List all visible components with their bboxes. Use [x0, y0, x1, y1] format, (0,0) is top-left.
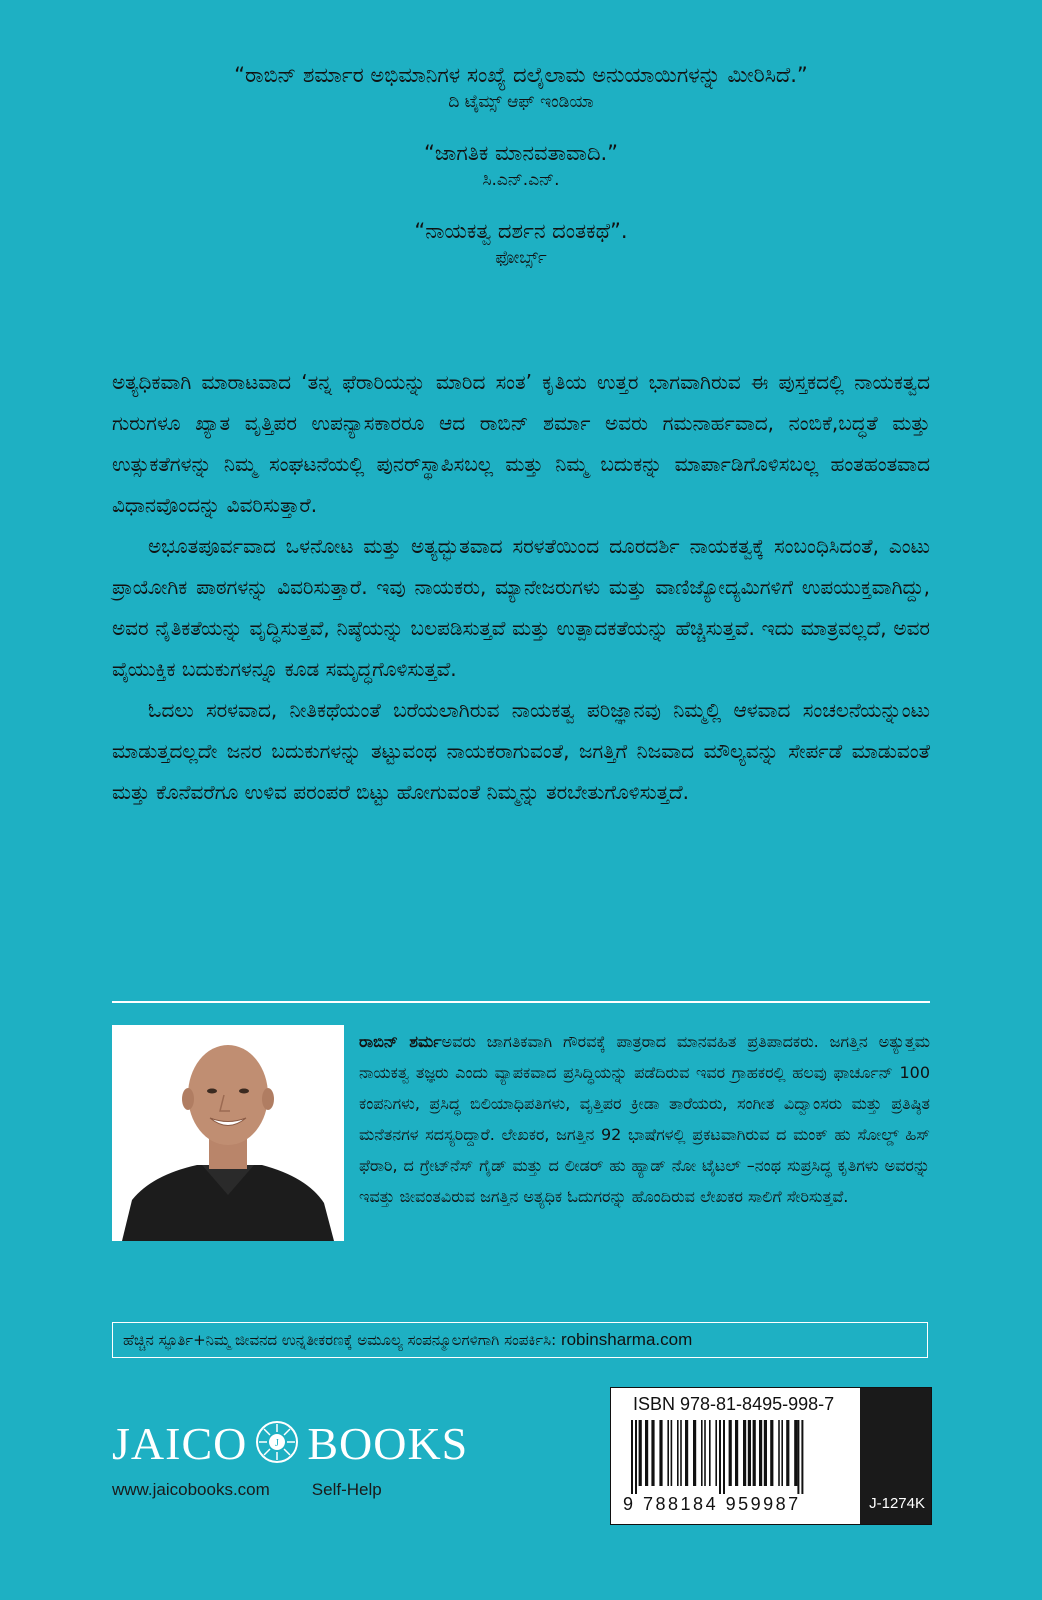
barcode-bar	[645, 1420, 648, 1486]
book-description	[112, 362, 930, 813]
contact-text: ಹೆಚ್ಚಿನ ಸ್ಫೂರ್ತಿ+ನಿಮ್ಮ ಜೀವನದ ಉನ್ನತೀಕರಣಕ್ಕೆ ಅಮೂಲ್ಯ ಸಂಪನ್ಮೂಲಗಳಿಗಾಗಿ ಸಂಪರ್ಕಿಸಿ:	[123, 1331, 561, 1349]
barcode-bar	[659, 1420, 662, 1486]
barcode-bar	[715, 1420, 717, 1486]
publisher-meta	[112, 1480, 492, 1500]
logo-word-jaico: JAICO	[112, 1418, 248, 1469]
barcode-bar	[671, 1420, 673, 1486]
barcode-bar	[677, 1420, 679, 1486]
barcode-side-panel	[860, 1388, 931, 1524]
author-bio-text: ಅವರು ಜಾಗತಿಕವಾಗಿ ಗೌರವಕ್ಕೆ ಪಾತ್ರರಾದ ಮಾನವಹಿತ ಪ್ರತಿಪಾದಕರು. ಜಗತ್ತಿನ ಅತ್ಯುತ್ತಮ ನಾಯಕತ್ವ ತಜ್ಞರು ಎಂದು ವ್ಯಾಪಕವಾದ ಪ್ರಸಿದ್ಧಿಯನ್ನು ಪಡೆದಿರುವ ಇವರ ಗ್ರಾಹಕರಲ್ಲಿ ಹಲವು ಫಾರ್ಚೂನ್ 100 ಕಂಪನಿಗಳು, ಪ್ರಸಿದ್ಧ ಬಿಲಿಯಾಧಿಪತಿಗಳು, ವೃತ್ತಿಪರ ಕ್ರೀಡಾ ತಾರೆಯರು, ಸಂಗೀತ ವಿದ್ವಾಂಸರು ಮತ್ತು ಪ್ರತಿಷ್ಠಿತ ಮನೆತನಗಳ ಸದಸ್ಯರಿದ್ದಾರೆ. ಲೇಖಕರ, ಜಗತ್ತಿನ 92 ಭಾಷೆಗಳಲ್ಲಿ ಪ್ರಕಟವಾಗಿರುವ ದ ಮಂಕ್ ಹು ಸೋಲ್ಡ್ ಹಿಸ್ ಫೆರಾರಿ, ದ ಗ್ರೇಟ್‌ನೆಸ್ ಗೈಡ್ ಮತ್ತು ದ ಲೀಡರ್ ಹು ಹ್ಯಾಡ್ ನೋ ಟೈಟಲ್ –ನಂಥ ಸುಪ್ರಸಿದ್ಧ ಕೃತಿಗಳು ಅವರನ್ನು ಇವತ್ತು ಜೀವಂತವಿರುವ ಜಗತ್ತಿನ ಅತ್ಯಧಿಕ ಓದುಗರನ್ನು ಹೊಂದಿರುವ ಲೇಖಕರ ಸಾಲಿಗೆ ಸೇರಿಸುತ್ತವೆ.	[359, 1032, 930, 1206]
barcode-bar	[748, 1420, 751, 1486]
barcode-bar	[704, 1420, 706, 1486]
barcode-bar	[719, 1420, 721, 1494]
quote-source-cnn: ಸಿ.ಎನ್.ಎನ್.	[482, 170, 560, 190]
logo-word-books: BOOKS	[307, 1418, 469, 1469]
barcode-bar	[667, 1420, 669, 1486]
barcode-bar	[778, 1420, 780, 1486]
book-category: Self-Help	[311, 1480, 382, 1499]
publisher-website[interactable]: www.jaicobooks.com	[112, 1480, 270, 1499]
isbn-label: ISBN 978-81-8495-998-7	[633, 1394, 835, 1414]
svg-text:J: J	[275, 1438, 280, 1449]
barcode-bar	[759, 1420, 762, 1486]
barcode-box	[610, 1387, 932, 1525]
barcode-bar	[631, 1420, 633, 1494]
barcode-bar	[685, 1420, 688, 1486]
barcode-bar	[770, 1420, 773, 1486]
barcode-bar	[794, 1420, 797, 1486]
publisher-logo	[112, 1420, 492, 1468]
barcode-bar	[801, 1420, 803, 1494]
barcode-bar	[651, 1420, 654, 1486]
barcode-bar	[729, 1420, 732, 1486]
barcode-bar	[797, 1420, 799, 1494]
photo-spacer	[112, 1026, 359, 1242]
barcode-bar	[764, 1420, 767, 1486]
barcode-bars	[629, 1420, 841, 1494]
quote-source-times-of-india: ದಿ ಟೈಮ್ಸ್ ಆಫ್ ಇಂಡಿಯಾ	[448, 92, 594, 112]
description-paragraph: ಅಭೂತಪೂರ್ವವಾದ ಒಳನೋಟ ಮತ್ತು ಅತ್ಯದ್ಭುತವಾದ ಸರಳತೆಯಿಂದ ದೂರದರ್ಶಿ ನಾಯಕತ್ವಕ್ಕೆ ಸಂಬಂಧಿಸಿದಂತೆ, ಎಂಟು ಪ್ರಾಯೋಗಿಕ ಪಾಠಗಳನ್ನು ವಿವರಿಸುತ್ತಾರೆ. ಇವು ನಾಯಕರು, ಮ್ಯಾನೇಜರುಗಳು ಮತ್ತು ವಾಣಿಜ್ಯೋದ್ಯಮಿಗಳಿಗೆ ಉಪಯುಕ್ತವಾಗಿದ್ದು, ಅವರ ನೈತಿಕತೆಯನ್ನು ವೃದ್ಧಿಸುತ್ತವೆ, ನಿಷ್ಠೆಯನ್ನು ಬಲಪಡಿಸುತ್ತವೆ ಮತ್ತು ಉತ್ಪಾದಕತೆಯನ್ನು ಹೆಚ್ಚಿಸುತ್ತವೆ. ಇದು ಮಾತ್ರವಲ್ಲದೆ, ಅವರ ವೈಯುಕ್ತಿಕ ಬದುಕುಗಳನ್ನೂ ಕೂಡ ಸಮೃದ್ಧಗೊಳಿಸುತ್ತವೆ.	[112, 534, 930, 681]
barcode-bar	[723, 1420, 725, 1494]
sun-emblem-icon	[255, 1420, 299, 1468]
barcode-bar	[701, 1420, 703, 1486]
barcode-digits: 9 788184 959987	[623, 1494, 801, 1514]
book-code: J-1274K	[869, 1495, 925, 1512]
barcode-bar	[786, 1420, 789, 1486]
description-paragraph: ಓದಲು ಸರಳವಾದ, ನೀತಿಕಥೆಯಂತೆ ಬರೆಯಲಾಗಿರುವ ನಾಯಕತ್ವ ಪರಿಜ್ಞಾನವು ನಿಮ್ಮಲ್ಲಿ ಆಳವಾದ ಸಂಚಲನೆಯನ್ನುಂಟು ಮಾಡುತ್ತದಲ್ಲದೇ ಜನರ ಬದುಕುಗಳನ್ನು ತಟ್ಟುವಂಥ ನಾಯಕರಾಗುವಂತೆ, ಜಗತ್ತಿಗೆ ನಿಜವಾದ ಮೌಲ್ಯವನ್ನು ಸೇರ್ಪಡೆ ಮಾಡುವಂತೆ ಮತ್ತು ಕೊನೆವರೆಗೂ ಉಳಿವ ಪರಂಪರೆ ಬಿಟ್ಟು ಹೋಗುವಂತೆ ನಿಮ್ಮನ್ನು ತರಬೇತುಗೊಳಿಸುತ್ತದೆ.	[112, 698, 930, 804]
barcode-bar	[753, 1420, 756, 1486]
contact-url[interactable]: robinsharma.com	[560, 1330, 693, 1349]
barcode-bar	[709, 1420, 711, 1486]
barcode-bar	[680, 1420, 682, 1486]
author-bio	[112, 1026, 930, 1242]
description-paragraph: ಅತ್ಯಧಿಕವಾಗಿ ಮಾರಾಟವಾದ ‘ತನ್ನ ಫೆರಾರಿಯನ್ನು ಮಾರಿದ ಸಂತ’ ಕೃತಿಯ ಉತ್ತರ ಭಾಗವಾಗಿರುವ ಈ ಪುಸ್ತಕದಲ್ಲಿ ನಾಯಕತ್ವದ ಗುರುಗಳೂ ಖ್ಯಾತ ವೃತ್ತಿಪರ ಉಪನ್ಯಾಸಕಾರರೂ ಆದ ರಾಬಿನ್ ಶರ್ಮಾ ಅವರು ಗಮನಾರ್ಹವಾದ, ನಂಬಿಕೆ,ಬದ್ಧತೆ ಮತ್ತು ಉತ್ಸುಕತೆಗಳನ್ನು ನಿಮ್ಮ ಸಂಘಟನೆಯಲ್ಲಿ ಪುನರ್‌ಸ್ಥಾಪಿಸಬಲ್ಲ ಮತ್ತು ನಿಮ್ಮ ಬದುಕನ್ನು ಮಾರ್ಪಾಡಿಗೊಳಿಸಬಲ್ಲ ಹಂತಹಂತವಾದ ವಿಧಾನವೊಂದನ್ನು ವಿವರಿಸುತ್ತಾರೆ.	[112, 370, 930, 517]
barcode-bar	[735, 1420, 738, 1486]
review-quotes	[0, 60, 1042, 294]
publisher-block	[112, 1420, 492, 1500]
quote-times-of-india: “ರಾಬಿನ್ ಶರ್ಮಾರ ಅಭಿಮಾನಿಗಳ ಸಂಖ್ಯೆ ದಲೈಲಾಮ ಅನುಯಾಯಿಗಳನ್ನು ಮೀರಿಸಿದೆ.”	[234, 63, 808, 87]
barcode-bar	[693, 1420, 696, 1486]
barcode-bar	[635, 1420, 637, 1494]
quote-source-forbes: ಫೋರ್ಬ್ಸ್	[495, 248, 547, 268]
quote-forbes: “ನಾಯಕತ್ವ ದರ್ಶನ ದಂತಕಥೆ”.	[414, 219, 628, 243]
quote-cnn: “ಜಾಗತಿಕ ಮಾನವತಾವಾದಿ.”	[423, 141, 619, 165]
barcode-bar	[781, 1420, 783, 1486]
barcode-bar	[639, 1420, 642, 1486]
barcode-bar	[743, 1420, 746, 1486]
contact-box	[112, 1322, 928, 1358]
author-name: ರಾಬಿನ್ ಶರ್ಮ	[359, 1032, 442, 1051]
section-divider	[112, 1001, 930, 1003]
